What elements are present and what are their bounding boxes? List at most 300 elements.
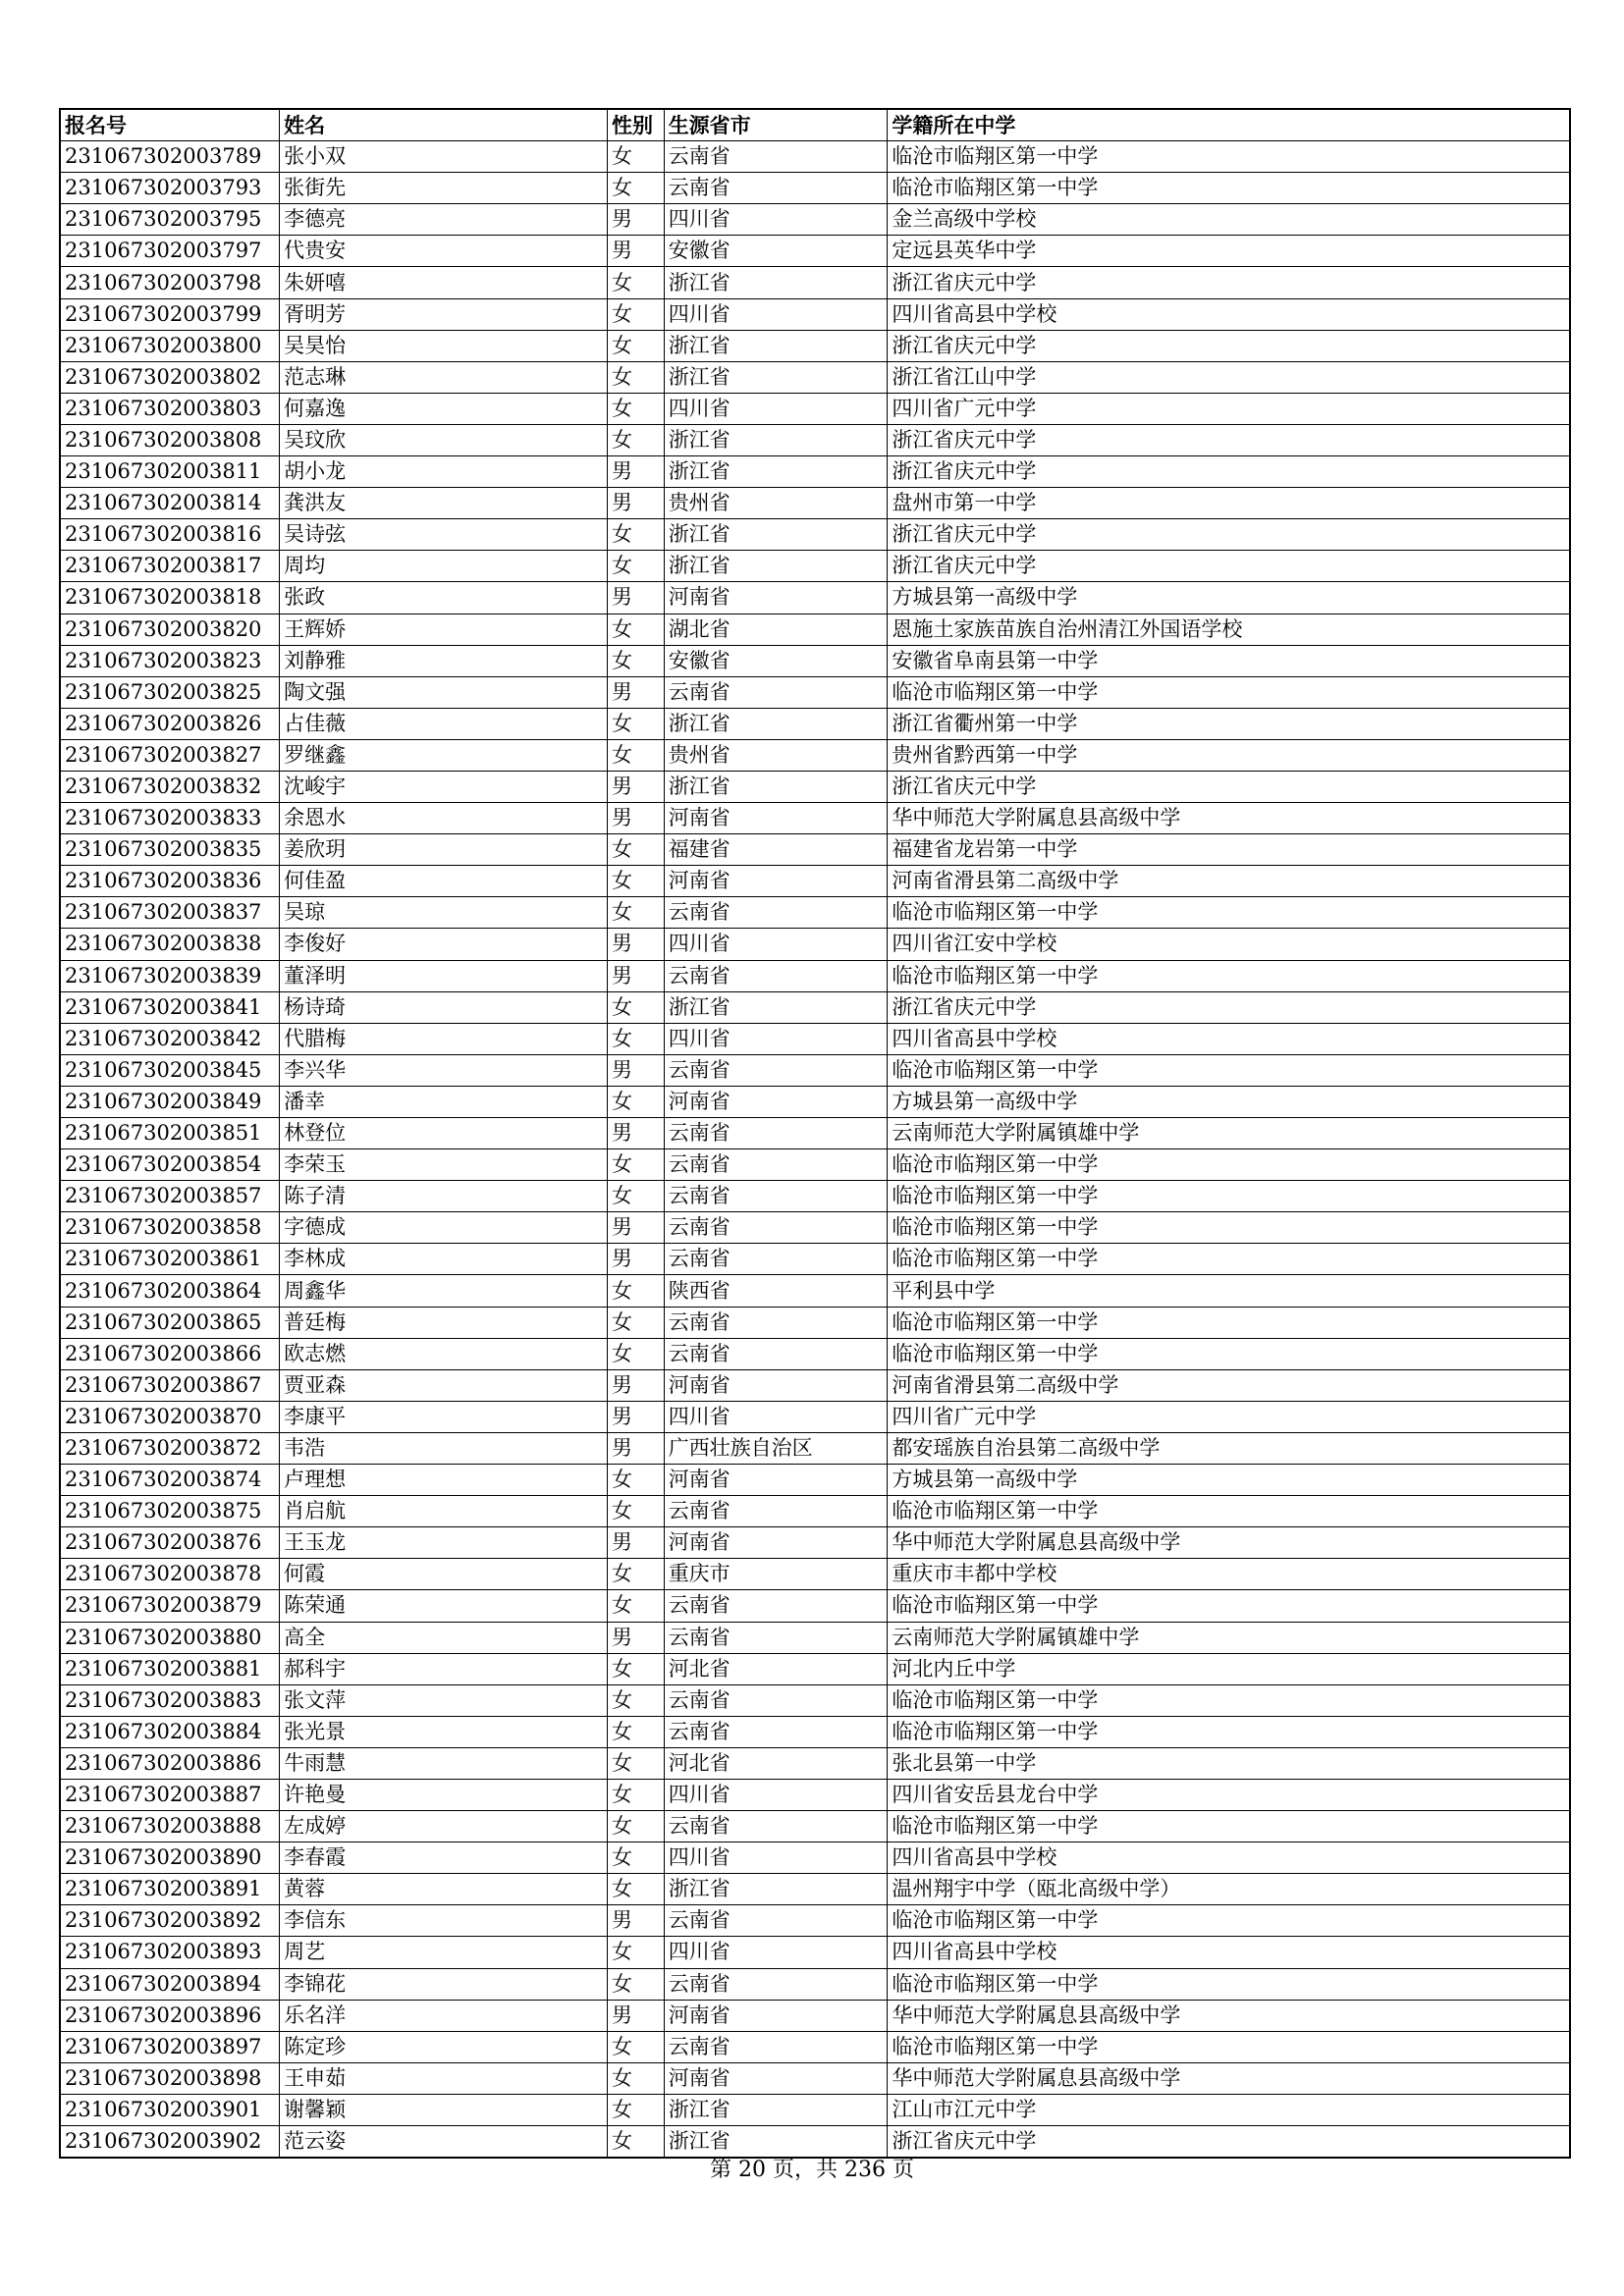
cell-school: 定远县英华中学 <box>888 236 1570 267</box>
cell-registration-number: 231067302003880 <box>60 1622 280 1653</box>
cell-origin-province: 云南省 <box>664 1054 888 1086</box>
cell-school: 河南省滑县第二高级中学 <box>888 1369 1570 1401</box>
cell-origin-province: 四川省 <box>664 1023 888 1054</box>
cell-name: 张光景 <box>280 1716 608 1747</box>
cell-gender: 男 <box>608 960 665 991</box>
cell-gender: 女 <box>608 834 665 866</box>
table-row <box>60 1622 1570 1653</box>
cell-school: 浙江省庆元中学 <box>888 267 1570 298</box>
cell-gender: 女 <box>608 173 665 204</box>
cell-name: 张政 <box>280 582 608 614</box>
cell-school: 福建省龙岩第一中学 <box>888 834 1570 866</box>
cell-school: 浙江省庆元中学 <box>888 551 1570 582</box>
table-row <box>60 834 1570 866</box>
cell-gender: 男 <box>608 1118 665 1149</box>
cell-origin-province: 重庆市 <box>664 1559 888 1590</box>
table-row <box>60 393 1570 424</box>
cell-origin-province: 贵州省 <box>664 488 888 519</box>
cell-gender: 女 <box>608 2062 665 2094</box>
cell-school: 四川省江安中学校 <box>888 929 1570 960</box>
table-row <box>60 2000 1570 2031</box>
header-name: 姓名 <box>280 109 608 141</box>
cell-name: 潘幸 <box>280 1086 608 1117</box>
cell-school: 临沧市临翔区第一中学 <box>888 1054 1570 1086</box>
cell-origin-province: 云南省 <box>664 1338 888 1369</box>
cell-name: 李荣玉 <box>280 1149 608 1181</box>
cell-origin-province: 四川省 <box>664 1779 888 1810</box>
table-row <box>60 1054 1570 1086</box>
table-row <box>60 330 1570 361</box>
cell-origin-province: 河南省 <box>664 1369 888 1401</box>
cell-gender: 女 <box>608 739 665 771</box>
cell-origin-province: 广西壮族自治区 <box>664 1432 888 1464</box>
cell-origin-province: 云南省 <box>664 2031 888 2062</box>
cell-name: 许艳曼 <box>280 1779 608 1810</box>
cell-school: 方城县第一高级中学 <box>888 1465 1570 1496</box>
cell-origin-province: 河北省 <box>664 1747 888 1779</box>
cell-registration-number: 231067302003898 <box>60 2062 280 2094</box>
page-footer: 第 20 页，共 236 页 <box>710 2158 914 2182</box>
cell-registration-number: 231067302003896 <box>60 2000 280 2031</box>
cell-registration-number: 231067302003827 <box>60 739 280 771</box>
table-row <box>60 2031 1570 2062</box>
table-row <box>60 141 1570 173</box>
table-row <box>60 1401 1570 1432</box>
cell-school: 华中师范大学附属息县高级中学 <box>888 2062 1570 2094</box>
cell-name: 董泽明 <box>280 960 608 991</box>
cell-gender: 女 <box>608 897 665 929</box>
table-row <box>60 236 1570 267</box>
cell-school: 临沧市临翔区第一中学 <box>888 1496 1570 1527</box>
cell-origin-province: 浙江省 <box>664 771 888 802</box>
cell-school: 浙江省衢州第一中学 <box>888 708 1570 739</box>
cell-school: 都安瑶族自治县第二高级中学 <box>888 1432 1570 1464</box>
cell-name: 周艺 <box>280 1937 608 1968</box>
header-registration-number: 报名号 <box>60 109 280 141</box>
table-row <box>60 676 1570 708</box>
cell-registration-number: 231067302003878 <box>60 1559 280 1590</box>
cell-gender: 女 <box>608 519 665 551</box>
cell-origin-province: 云南省 <box>664 676 888 708</box>
cell-name: 吴琼 <box>280 897 608 929</box>
cell-gender: 女 <box>608 1747 665 1779</box>
cell-origin-province: 云南省 <box>664 1149 888 1181</box>
table-row <box>60 1905 1570 1937</box>
cell-school: 临沧市临翔区第一中学 <box>888 1968 1570 2000</box>
cell-name: 范志琳 <box>280 361 608 393</box>
cell-origin-province: 云南省 <box>664 1905 888 1937</box>
cell-registration-number: 231067302003888 <box>60 1811 280 1842</box>
cell-name: 肖启航 <box>280 1496 608 1527</box>
cell-registration-number: 231067302003798 <box>60 267 280 298</box>
cell-name: 姜欣玥 <box>280 834 608 866</box>
table-row <box>60 519 1570 551</box>
cell-name: 黄蓉 <box>280 1874 608 1905</box>
cell-school: 临沧市临翔区第一中学 <box>888 1905 1570 1937</box>
cell-registration-number: 231067302003897 <box>60 2031 280 2062</box>
cell-origin-province: 云南省 <box>664 141 888 173</box>
cell-gender: 女 <box>608 2031 665 2062</box>
cell-registration-number: 231067302003800 <box>60 330 280 361</box>
cell-origin-province: 浙江省 <box>664 361 888 393</box>
cell-name: 周鑫华 <box>280 1275 608 1307</box>
table-row <box>60 2062 1570 2094</box>
cell-name: 张街先 <box>280 173 608 204</box>
table-row <box>60 1465 1570 1496</box>
cell-school: 重庆市丰都中学校 <box>888 1559 1570 1590</box>
cell-school: 浙江省庆元中学 <box>888 456 1570 488</box>
cell-registration-number: 231067302003832 <box>60 771 280 802</box>
table-row <box>60 1874 1570 1905</box>
cell-origin-province: 云南省 <box>664 1212 888 1244</box>
cell-origin-province: 云南省 <box>664 1590 888 1622</box>
cell-origin-province: 浙江省 <box>664 267 888 298</box>
cell-gender: 女 <box>608 1842 665 1874</box>
table-row <box>60 645 1570 676</box>
cell-name: 李春霞 <box>280 1842 608 1874</box>
cell-registration-number: 231067302003851 <box>60 1118 280 1149</box>
cell-name: 何嘉逸 <box>280 393 608 424</box>
cell-registration-number: 231067302003789 <box>60 141 280 173</box>
cell-registration-number: 231067302003836 <box>60 866 280 897</box>
cell-origin-province: 云南省 <box>664 897 888 929</box>
cell-school: 四川省高县中学校 <box>888 1023 1570 1054</box>
table-row <box>60 1338 1570 1369</box>
cell-name: 乐名洋 <box>280 2000 608 2031</box>
cell-origin-province: 云南省 <box>664 1181 888 1212</box>
cell-gender: 女 <box>608 1779 665 1810</box>
table-row <box>60 1559 1570 1590</box>
cell-school: 江山市江元中学 <box>888 2094 1570 2125</box>
cell-gender: 男 <box>608 1622 665 1653</box>
cell-gender: 女 <box>608 2094 665 2125</box>
cell-name: 张小双 <box>280 141 608 173</box>
table-row <box>60 614 1570 645</box>
header-school: 学籍所在中学 <box>888 109 1570 141</box>
table-row <box>60 298 1570 330</box>
table-row <box>60 1244 1570 1275</box>
cell-school: 临沧市临翔区第一中学 <box>888 1244 1570 1275</box>
cell-origin-province: 云南省 <box>664 1716 888 1747</box>
cell-name: 代贵安 <box>280 236 608 267</box>
cell-gender: 女 <box>608 1653 665 1684</box>
table-row <box>60 866 1570 897</box>
table-row <box>60 739 1570 771</box>
cell-gender: 男 <box>608 488 665 519</box>
cell-school: 临沧市临翔区第一中学 <box>888 1338 1570 1369</box>
cell-gender: 男 <box>608 1432 665 1464</box>
cell-registration-number: 231067302003886 <box>60 1747 280 1779</box>
table-row <box>60 960 1570 991</box>
cell-school: 四川省广元中学 <box>888 1401 1570 1432</box>
cell-registration-number: 231067302003867 <box>60 1369 280 1401</box>
cell-origin-province: 浙江省 <box>664 456 888 488</box>
cell-name: 何霞 <box>280 1559 608 1590</box>
cell-name: 范云姿 <box>280 2126 608 2159</box>
cell-registration-number: 231067302003884 <box>60 1716 280 1747</box>
cell-name: 胡小龙 <box>280 456 608 488</box>
cell-registration-number: 231067302003808 <box>60 424 280 455</box>
cell-gender: 女 <box>608 1275 665 1307</box>
cell-registration-number: 231067302003901 <box>60 2094 280 2125</box>
cell-school: 浙江省庆元中学 <box>888 424 1570 455</box>
cell-name: 李德亮 <box>280 204 608 236</box>
cell-school: 临沧市临翔区第一中学 <box>888 1716 1570 1747</box>
cell-name: 贾亚森 <box>280 1369 608 1401</box>
cell-name: 占佳薇 <box>280 708 608 739</box>
cell-gender: 女 <box>608 1181 665 1212</box>
cell-gender: 女 <box>608 1465 665 1496</box>
cell-gender: 女 <box>608 141 665 173</box>
table-row <box>60 897 1570 929</box>
table-row <box>60 1149 1570 1181</box>
cell-gender: 男 <box>608 676 665 708</box>
table-row <box>60 1118 1570 1149</box>
header-row <box>60 109 1570 141</box>
table-row <box>60 1307 1570 1338</box>
cell-registration-number: 231067302003875 <box>60 1496 280 1527</box>
cell-gender: 女 <box>608 1307 665 1338</box>
cell-registration-number: 231067302003883 <box>60 1684 280 1716</box>
cell-school: 浙江省庆元中学 <box>888 330 1570 361</box>
table-row <box>60 1747 1570 1779</box>
table-row <box>60 1779 1570 1810</box>
cell-registration-number: 231067302003861 <box>60 1244 280 1275</box>
cell-school: 华中师范大学附属息县高级中学 <box>888 2000 1570 2031</box>
table-row <box>60 771 1570 802</box>
cell-origin-province: 云南省 <box>664 1811 888 1842</box>
cell-origin-province: 河南省 <box>664 1527 888 1559</box>
cell-school: 恩施土家族苗族自治州清江外国语学校 <box>888 614 1570 645</box>
cell-gender: 女 <box>608 1684 665 1716</box>
cell-school: 盘州市第一中学 <box>888 488 1570 519</box>
cell-school: 临沧市临翔区第一中学 <box>888 1307 1570 1338</box>
cell-origin-province: 云南省 <box>664 1244 888 1275</box>
cell-registration-number: 231067302003858 <box>60 1212 280 1244</box>
cell-registration-number: 231067302003816 <box>60 519 280 551</box>
cell-school: 临沧市临翔区第一中学 <box>888 1181 1570 1212</box>
cell-gender: 男 <box>608 1527 665 1559</box>
cell-gender: 男 <box>608 1401 665 1432</box>
cell-gender: 男 <box>608 1054 665 1086</box>
cell-registration-number: 231067302003872 <box>60 1432 280 1464</box>
cell-gender: 女 <box>608 1023 665 1054</box>
cell-school: 华中师范大学附属息县高级中学 <box>888 1527 1570 1559</box>
table-row <box>60 991 1570 1023</box>
cell-registration-number: 231067302003837 <box>60 897 280 929</box>
cell-registration-number: 231067302003842 <box>60 1023 280 1054</box>
cell-name: 韦浩 <box>280 1432 608 1464</box>
cell-registration-number: 231067302003793 <box>60 173 280 204</box>
cell-registration-number: 231067302003870 <box>60 1401 280 1432</box>
cell-gender: 女 <box>608 1968 665 2000</box>
cell-school: 临沧市临翔区第一中学 <box>888 1212 1570 1244</box>
cell-school: 临沧市临翔区第一中学 <box>888 960 1570 991</box>
cell-registration-number: 231067302003887 <box>60 1779 280 1810</box>
cell-name: 王申茹 <box>280 2062 608 2094</box>
cell-school: 临沧市临翔区第一中学 <box>888 173 1570 204</box>
cell-school: 河南省滑县第二高级中学 <box>888 866 1570 897</box>
cell-school: 贵州省黔西第一中学 <box>888 739 1570 771</box>
roster-table <box>59 108 1571 2159</box>
cell-school: 临沧市临翔区第一中学 <box>888 2031 1570 2062</box>
cell-origin-province: 安徽省 <box>664 236 888 267</box>
cell-gender: 女 <box>608 1874 665 1905</box>
cell-registration-number: 231067302003825 <box>60 676 280 708</box>
table-row <box>60 488 1570 519</box>
cell-origin-province: 云南省 <box>664 1496 888 1527</box>
cell-name: 龚洪友 <box>280 488 608 519</box>
cell-name: 李俊好 <box>280 929 608 960</box>
cell-origin-province: 浙江省 <box>664 991 888 1023</box>
cell-origin-province: 湖北省 <box>664 614 888 645</box>
cell-origin-province: 浙江省 <box>664 330 888 361</box>
cell-gender: 男 <box>608 929 665 960</box>
cell-name: 陈定珍 <box>280 2031 608 2062</box>
cell-school: 浙江省庆元中学 <box>888 2126 1570 2159</box>
table-row <box>60 1212 1570 1244</box>
cell-registration-number: 231067302003854 <box>60 1149 280 1181</box>
cell-origin-province: 河南省 <box>664 1465 888 1496</box>
cell-gender: 女 <box>608 424 665 455</box>
table-row <box>60 1023 1570 1054</box>
cell-registration-number: 231067302003817 <box>60 551 280 582</box>
cell-school: 临沧市临翔区第一中学 <box>888 897 1570 929</box>
table-row <box>60 2094 1570 2125</box>
table-row <box>60 708 1570 739</box>
cell-registration-number: 231067302003879 <box>60 1590 280 1622</box>
cell-gender: 男 <box>608 803 665 834</box>
cell-registration-number: 231067302003864 <box>60 1275 280 1307</box>
cell-name: 刘静雅 <box>280 645 608 676</box>
cell-school: 华中师范大学附属息县高级中学 <box>888 803 1570 834</box>
cell-registration-number: 231067302003881 <box>60 1653 280 1684</box>
cell-gender: 女 <box>608 1559 665 1590</box>
cell-origin-province: 四川省 <box>664 1401 888 1432</box>
cell-origin-province: 四川省 <box>664 929 888 960</box>
table-row <box>60 929 1570 960</box>
cell-name: 沈峻宇 <box>280 771 608 802</box>
cell-name: 李锦花 <box>280 1968 608 2000</box>
table-row <box>60 456 1570 488</box>
cell-school: 四川省高县中学校 <box>888 1842 1570 1874</box>
cell-origin-province: 陕西省 <box>664 1275 888 1307</box>
cell-registration-number: 231067302003818 <box>60 582 280 614</box>
cell-registration-number: 231067302003839 <box>60 960 280 991</box>
table-row <box>60 173 1570 204</box>
table-row <box>60 1432 1570 1464</box>
cell-origin-province: 四川省 <box>664 298 888 330</box>
cell-name: 杨诗琦 <box>280 991 608 1023</box>
table-row <box>60 1684 1570 1716</box>
cell-name: 陈子清 <box>280 1181 608 1212</box>
table-row <box>60 1275 1570 1307</box>
cell-registration-number: 231067302003835 <box>60 834 280 866</box>
cell-origin-province: 河南省 <box>664 2000 888 2031</box>
cell-registration-number: 231067302003795 <box>60 204 280 236</box>
cell-gender: 女 <box>608 991 665 1023</box>
cell-gender: 女 <box>608 267 665 298</box>
cell-origin-province: 浙江省 <box>664 1874 888 1905</box>
table-row <box>60 1181 1570 1212</box>
cell-name: 李信东 <box>280 1905 608 1937</box>
cell-name: 余恩水 <box>280 803 608 834</box>
table-row <box>60 1937 1570 1968</box>
table-row <box>60 1842 1570 1874</box>
table-row <box>60 361 1570 393</box>
cell-name: 吴玟欣 <box>280 424 608 455</box>
cell-name: 牛雨慧 <box>280 1747 608 1779</box>
header-origin-province: 生源省市 <box>664 109 888 141</box>
cell-name: 张文萍 <box>280 1684 608 1716</box>
cell-name: 李康平 <box>280 1401 608 1432</box>
cell-registration-number: 231067302003865 <box>60 1307 280 1338</box>
table-row <box>60 267 1570 298</box>
cell-origin-province: 四川省 <box>664 1842 888 1874</box>
cell-gender: 女 <box>608 1086 665 1117</box>
cell-school: 金兰高级中学校 <box>888 204 1570 236</box>
table-row <box>60 1527 1570 1559</box>
cell-origin-province: 浙江省 <box>664 708 888 739</box>
cell-registration-number: 231067302003802 <box>60 361 280 393</box>
cell-registration-number: 231067302003876 <box>60 1527 280 1559</box>
table-row <box>60 551 1570 582</box>
table-row <box>60 204 1570 236</box>
cell-origin-province: 四川省 <box>664 204 888 236</box>
cell-registration-number: 231067302003811 <box>60 456 280 488</box>
cell-gender: 男 <box>608 1369 665 1401</box>
cell-name: 陶文强 <box>280 676 608 708</box>
cell-registration-number: 231067302003902 <box>60 2126 280 2159</box>
cell-gender: 男 <box>608 236 665 267</box>
table-row <box>60 1590 1570 1622</box>
cell-school: 四川省高县中学校 <box>888 1937 1570 1968</box>
cell-registration-number: 231067302003892 <box>60 1905 280 1937</box>
cell-name: 林登位 <box>280 1118 608 1149</box>
cell-school: 方城县第一高级中学 <box>888 582 1570 614</box>
cell-origin-province: 河南省 <box>664 1086 888 1117</box>
cell-origin-province: 云南省 <box>664 173 888 204</box>
cell-school: 浙江省江山中学 <box>888 361 1570 393</box>
cell-name: 欧志燃 <box>280 1338 608 1369</box>
cell-registration-number: 231067302003799 <box>60 298 280 330</box>
cell-gender: 男 <box>608 582 665 614</box>
cell-school: 浙江省庆元中学 <box>888 991 1570 1023</box>
cell-school: 张北县第一中学 <box>888 1747 1570 1779</box>
cell-name: 卢理想 <box>280 1465 608 1496</box>
cell-school: 方城县第一高级中学 <box>888 1086 1570 1117</box>
cell-registration-number: 231067302003797 <box>60 236 280 267</box>
cell-school: 四川省高县中学校 <box>888 298 1570 330</box>
cell-origin-province: 浙江省 <box>664 2094 888 2125</box>
cell-origin-province: 云南省 <box>664 1968 888 2000</box>
cell-name: 普廷梅 <box>280 1307 608 1338</box>
cell-gender: 女 <box>608 1590 665 1622</box>
table-row <box>60 1968 1570 2000</box>
cell-name: 王辉娇 <box>280 614 608 645</box>
cell-gender: 女 <box>608 1811 665 1842</box>
cell-registration-number: 231067302003874 <box>60 1465 280 1496</box>
cell-gender: 女 <box>608 1338 665 1369</box>
cell-school: 四川省安岳县龙台中学 <box>888 1779 1570 1810</box>
cell-name: 周均 <box>280 551 608 582</box>
cell-name: 高全 <box>280 1622 608 1653</box>
cell-name: 胥明芳 <box>280 298 608 330</box>
cell-gender: 女 <box>608 551 665 582</box>
cell-origin-province: 云南省 <box>664 960 888 991</box>
cell-school: 四川省广元中学 <box>888 393 1570 424</box>
cell-origin-province: 浙江省 <box>664 551 888 582</box>
